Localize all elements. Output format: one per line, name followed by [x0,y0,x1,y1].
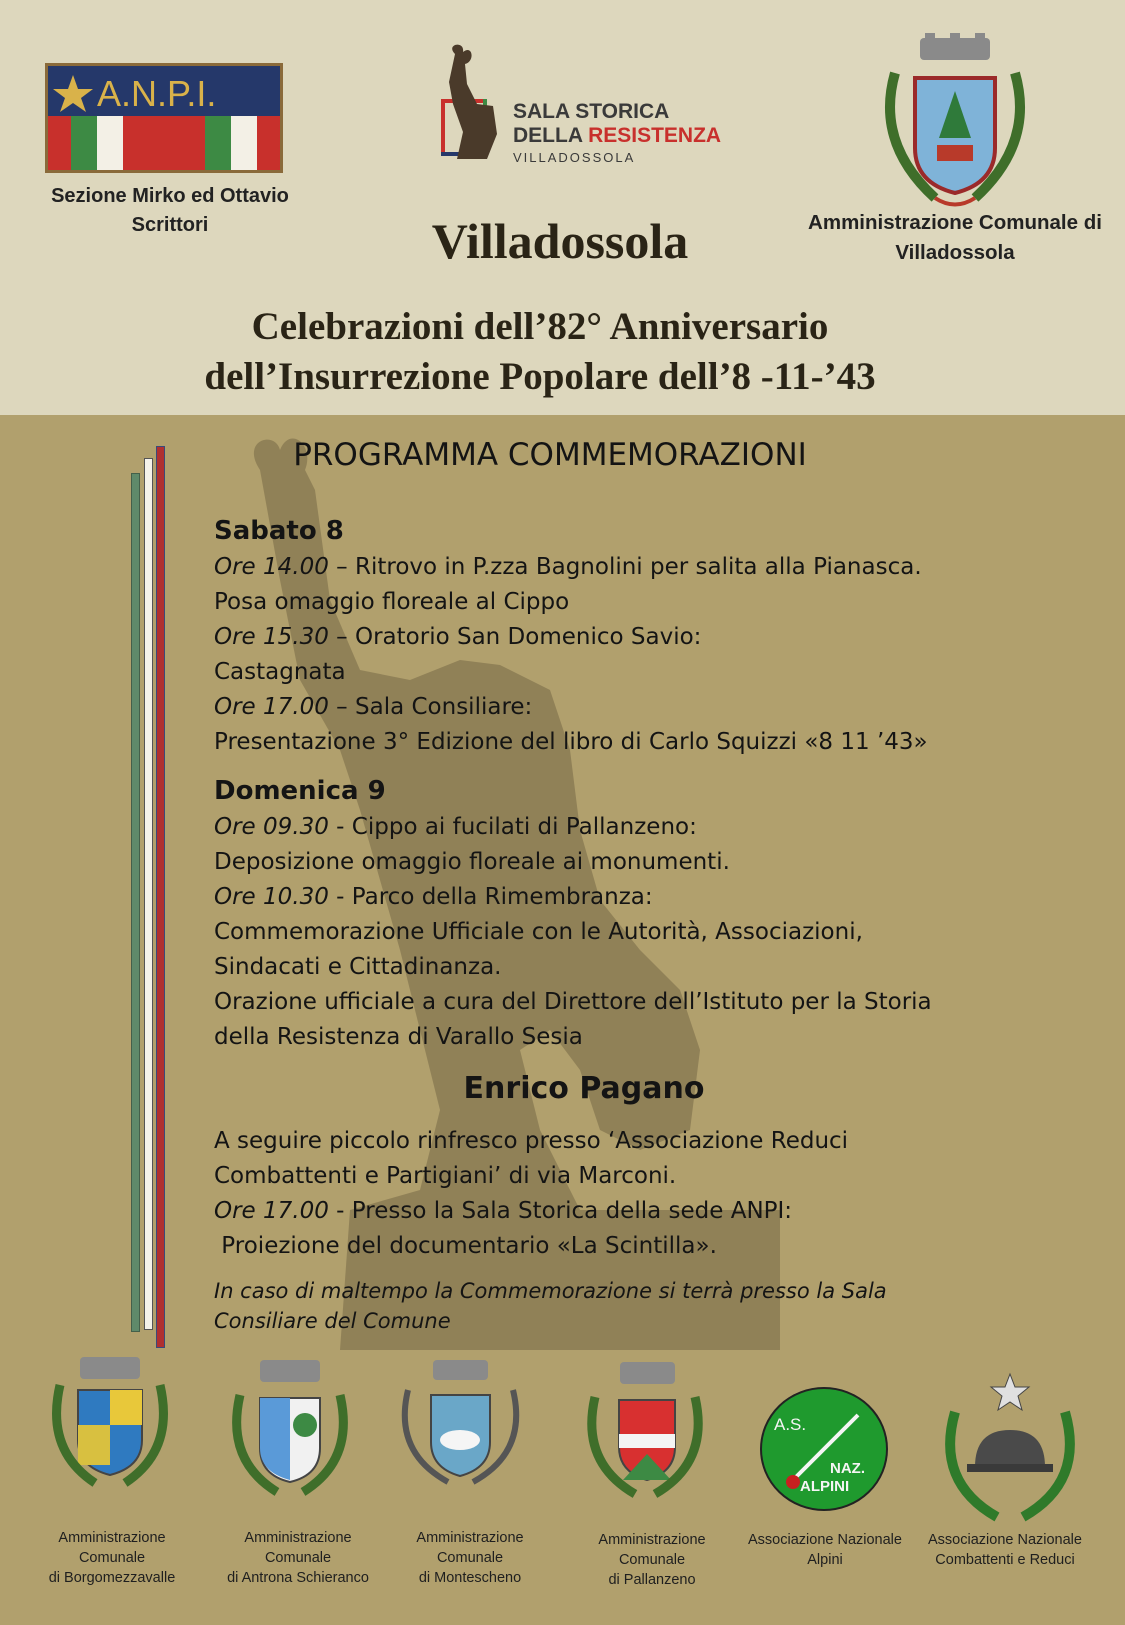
event-title [0,302,1080,402]
anpi-logo [45,63,283,173]
antrona-caption: Amministrazione Comunale di Antrona Schieranco [227,1530,369,1586]
event-detail: Commemorazione Ufficiale con le Autorità, Associazioni, [214,919,863,945]
event-detail: Posa omaggio floreale al Cippo [214,589,570,615]
event-line [214,810,994,845]
combattenti-logo [935,1372,1085,1522]
svg-text:SALA STORICA: SALA STORICA [513,100,670,123]
event-line [214,1194,994,1229]
alpini-logo [758,1385,891,1513]
event-text: - Presso la Sala Storica della sede ANPI: [328,1198,793,1224]
day-heading-domenica: Domenica 9 [214,776,386,806]
flag-stripe-white [144,458,153,1330]
svg-text:ALPINI: ALPINI [800,1478,850,1495]
event-time: Ore 10.30 [214,884,329,910]
pallanzeno-crest [575,1362,715,1502]
event-line [214,880,994,915]
villadossola-crest [875,33,1035,213]
anpi-section-caption: Sezione Mirko ed Ottavio Scrittori [51,185,289,236]
svg-text:DELLA RESISTENZA: DELLA RESISTENZA [513,124,722,147]
program-body [214,508,994,1336]
event-text: - Parco della Rimembranza: [328,884,653,910]
event-text: – Sala Consiliare: [328,694,533,720]
event-line [214,690,994,725]
event-time: Ore 14.00 [214,554,329,580]
antrona-crest [225,1360,355,1500]
alpini-caption: Associazione Nazionale Alpini [748,1532,902,1568]
town-title: Villadossola [431,213,689,269]
combattenti-caption: Associazione Nazionale Combattenti e Reduci [928,1532,1082,1568]
montescheno-caption: Amministrazione Comunale di Montescheno [416,1530,524,1586]
event-line [214,550,994,585]
svg-text:VILLADOSSOLA: VILLADOSSOLA [513,150,636,165]
event-detail: della Resistenza di Varallo Sesia [214,1024,583,1050]
star-icon [991,1374,1029,1410]
event-time: Ore 09.30 [214,814,329,840]
orator-name: Enrico Pagano [463,1071,705,1106]
event-title-line2: dell’Insurrezione Popolare dell’8 -11-’43 [204,355,876,398]
svg-text:A.S.: A.S. [774,1415,807,1434]
program-heading: PROGRAMMA COMMEMORAZIONI [293,437,807,473]
borgomezzavalle-crest [45,1355,175,1490]
event-detail: Deposizione omaggio floreale ai monumenti. [214,849,730,875]
event-text: – Oratorio San Domenico Savio: [328,624,702,650]
weather-note-line2: Consiliare del Comune [214,1309,451,1333]
event-time: Ore 15.30 [214,624,329,650]
event-detail: Orazione ufficiale a cura del Direttore dell’Istituto per la Storia [214,989,932,1015]
event-text: – Ritrovo in P.zza Bagnolini per salita alla Pianasca. [328,554,922,580]
comune-caption: Amministrazione Comunale di Villadossola [808,211,1102,264]
event-time: Ore 17.00 [214,694,329,720]
borgomezzavalle-caption: Amministrazione Comunale di Borgomezzavalle [48,1530,176,1586]
pallanzeno-caption: Amministrazione Comunale di Pallanzeno [598,1532,706,1588]
svg-text:NAZ.: NAZ. [830,1460,865,1477]
event-line [214,620,994,655]
flag-stripe-red [156,446,165,1348]
flag-stripe-green [131,473,140,1332]
event-detail: Proiezione del documentario «La Scintilla». [214,1233,717,1259]
sala-storica-logo [435,44,722,169]
weather-note [214,1276,994,1336]
event-detail: Castagnata [214,659,346,685]
event-time: Ore 17.00 [214,1198,329,1224]
event-title-line1: Celebrazioni dell’82° Anniversario [251,305,829,348]
event-text: - Cippo ai fucilati di Pallanzeno: [328,814,697,840]
event-detail: Sindacati e Cittadinanza. [214,954,502,980]
event-detail: Combattenti e Partigiani’ di via Marconi. [214,1163,677,1189]
day-heading-sabato: Sabato 8 [214,516,344,546]
event-detail: A seguire piccolo rinfresco presso ‘Associazione Reduci [214,1128,849,1154]
montescheno-crest [393,1360,528,1490]
svg-text:A.N.P.I.: A.N.P.I. [97,73,217,114]
weather-note-line1: In caso di maltempo la Commemorazione si terrà presso la Sala [214,1279,887,1303]
event-detail: Presentazione 3° Edizione del libro di Carlo Squizzi «8 11 ’43» [214,729,928,755]
